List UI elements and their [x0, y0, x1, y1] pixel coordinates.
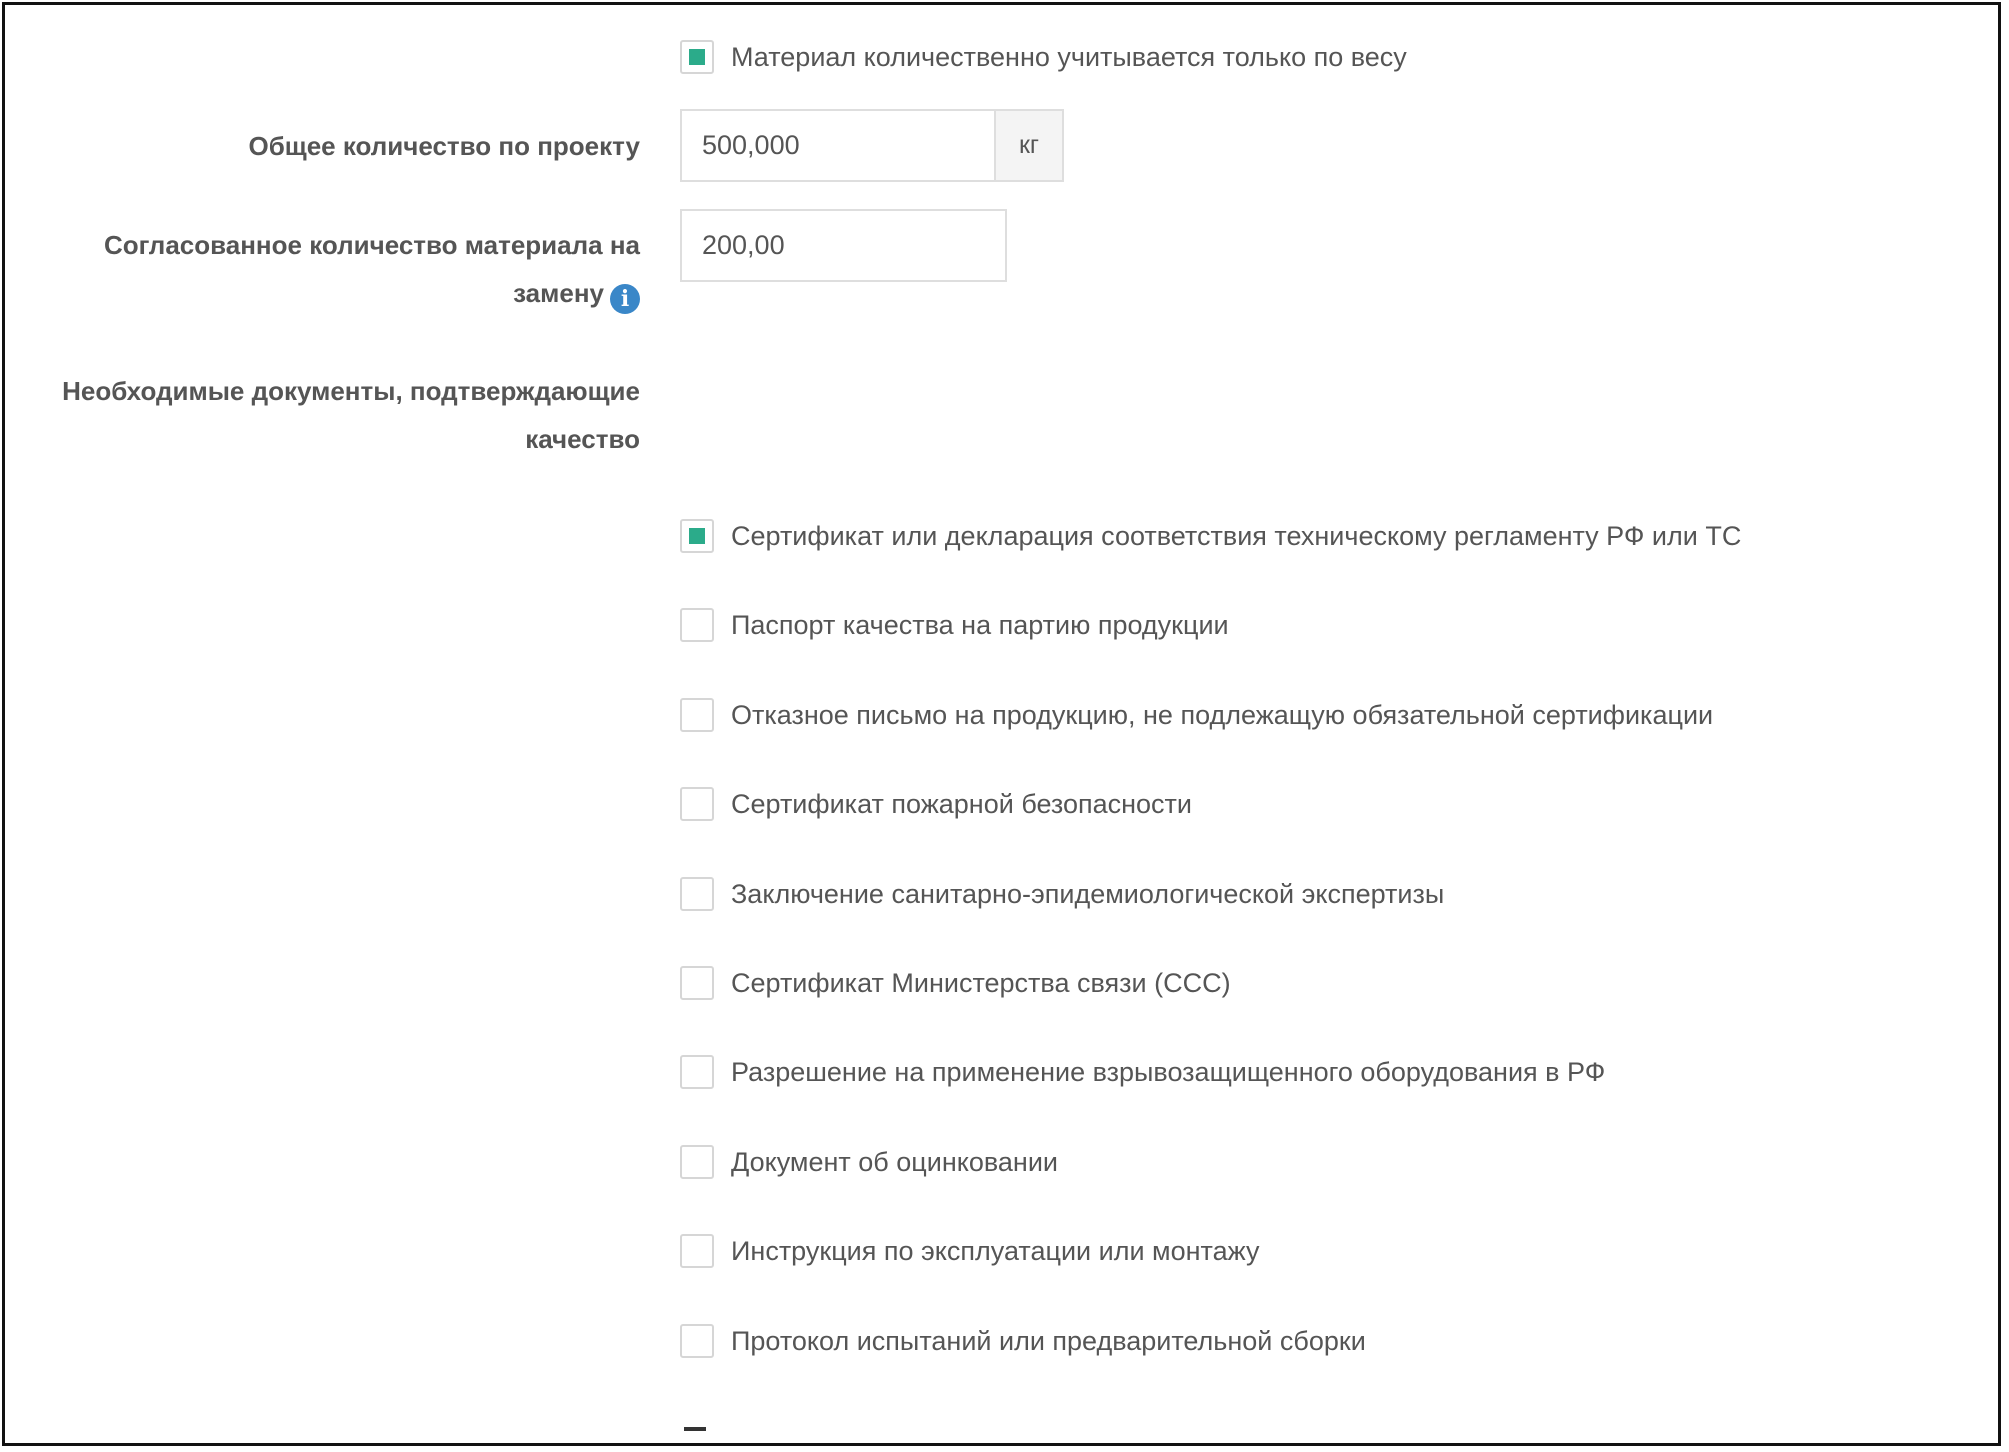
weight-only-label: Материал количественно учитывается только по весу [731, 41, 1407, 72]
unit-label: кг [1018, 131, 1040, 159]
collapse-dash[interactable] [684, 1427, 706, 1431]
agreed-quantity-input[interactable] [680, 209, 1007, 282]
document-checkbox-label: Разрешение на применение взрывозащищенного оборудования в РФ [731, 1056, 1606, 1087]
document-checkbox-label: Инструкция по эксплуатации или монтажу [731, 1235, 1260, 1266]
agreed-quantity-label-line2: замену [513, 278, 604, 308]
document-checkbox-row[interactable] [680, 784, 1192, 824]
document-checkbox-row[interactable] [680, 516, 1741, 556]
document-checkbox-label: Документ об оцинковании [731, 1146, 1058, 1177]
unit-addon [996, 109, 1064, 182]
agreed-quantity-label [20, 221, 640, 317]
document-checkbox-label: Заключение санитарно-эпидемиологической экспертизы [731, 878, 1445, 909]
total-quantity-label: Общее количество по проекту [248, 131, 640, 161]
documents-label-line2: качество [525, 424, 640, 454]
document-checkbox-label: Паспорт качества на партию продукции [731, 609, 1229, 640]
document-checkbox[interactable] [680, 519, 714, 553]
document-checkbox[interactable] [680, 608, 714, 642]
document-checkbox[interactable] [680, 877, 714, 911]
document-checkbox[interactable] [680, 787, 714, 821]
document-checkbox[interactable] [680, 1055, 714, 1089]
document-checkbox-row[interactable] [680, 1321, 1366, 1361]
info-icon[interactable]: i [610, 284, 640, 314]
document-checkbox-label: Сертификат пожарной безопасности [731, 788, 1193, 819]
documents-label [20, 367, 640, 463]
document-checkbox-label: Сертификат Министерства связи (ССС) [731, 967, 1231, 998]
document-checkbox[interactable] [680, 698, 714, 732]
document-checkbox-row[interactable] [680, 605, 1229, 645]
agreed-quantity-label-line2-wrap [20, 269, 640, 317]
documents-label-line1: Необходимые документы, подтверждающие [62, 376, 640, 406]
document-checkbox[interactable] [680, 966, 714, 1000]
document-checkbox-row[interactable] [680, 695, 1713, 735]
total-quantity-input[interactable] [680, 109, 996, 182]
document-checkbox-row[interactable] [680, 1231, 1259, 1271]
document-checkbox-label: Отказное письмо на продукцию, не подлежащую обязательной сертификации [731, 699, 1714, 730]
document-checkbox[interactable] [680, 1234, 714, 1268]
document-checkbox[interactable] [680, 1324, 714, 1358]
document-checkbox-row[interactable] [680, 1142, 1058, 1182]
document-checkbox[interactable] [680, 1145, 714, 1179]
agreed-quantity-value: 200,00 [702, 230, 785, 260]
document-checkbox-row[interactable] [680, 1052, 1605, 1092]
agreed-quantity-label-line1: Согласованное количество материала на [103, 230, 640, 260]
document-checkbox-label: Протокол испытаний или предварительной сборки [731, 1325, 1366, 1356]
weight-only-checkbox[interactable] [680, 40, 714, 74]
weight-only-row[interactable] [680, 37, 1407, 77]
document-checkbox-row[interactable] [680, 963, 1231, 1003]
document-checkbox-row[interactable] [680, 874, 1444, 914]
total-quantity-value: 500,000 [702, 130, 800, 160]
document-checkbox-label: Сертификат или декларация соответствия техническому регламенту РФ или ТС [731, 520, 1742, 551]
